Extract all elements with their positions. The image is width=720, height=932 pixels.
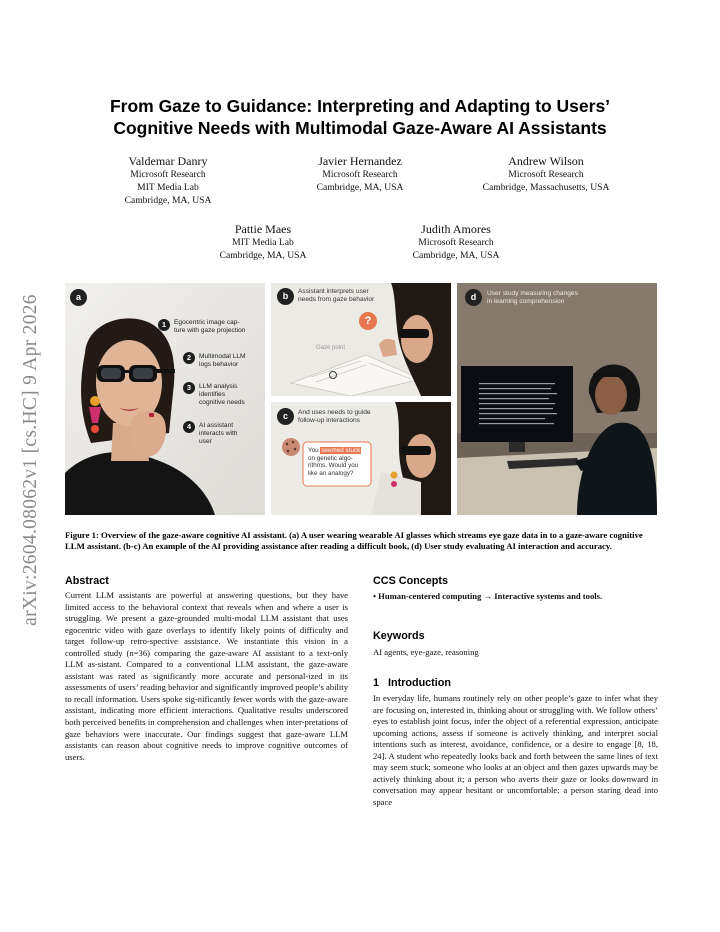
user-study-illustration: [457, 283, 657, 515]
figure-panel-c: [271, 402, 451, 515]
step-text: LLM analysis identifies cognitive needs: [199, 383, 245, 406]
author-affiliation: MIT Media Lab: [137, 181, 199, 193]
abstract-heading: Abstract: [65, 575, 109, 587]
author-affiliation: Microsoft Research: [508, 169, 584, 180]
paper-title: [60, 95, 660, 139]
author-block: [100, 154, 236, 207]
figure-panel-a: [65, 283, 265, 515]
step-text: Egocentric image cap- ture with gaze projection: [174, 319, 246, 334]
ccs-heading: CCS Concepts: [373, 575, 448, 587]
author-name: Pattie Maes: [234, 222, 292, 236]
highlight-stuck: seemed stuck: [321, 447, 361, 454]
author-name: Judith Amores: [421, 222, 491, 236]
title-line-2: Cognitive Needs with Multimodal Gaze-Aware AI Assistants: [113, 118, 607, 138]
author-block: [466, 154, 626, 195]
step-number: 3: [183, 382, 195, 394]
panel-badge-d: d: [465, 289, 482, 306]
introduction-heading: 1 Introduction: [373, 677, 451, 689]
author-location: Cambridge, Massachusetts, USA: [482, 181, 610, 193]
title-line-1: From Gaze to Guidance: Interpreting and Adapting to Users’: [109, 96, 611, 116]
figure-caption: Figure 1: Overview of the gaze-aware cognitive AI assistant. (a) A user wearing wearable AI glasses which streams eye gaze data in to a gaze-aware cognitive LLM assistant. (b-c) An example of the AI providing assistance after reading a difficult book, (d) User study evaluating AI interaction and accuracy.: [65, 530, 643, 552]
arxiv-identifier: arXiv:2604.08062v1 [cs.HC] 9 Apr 2026: [20, 294, 41, 626]
author-block: [292, 154, 428, 195]
keywords-heading: Keywords: [373, 630, 425, 642]
author-affiliation: Microsoft Research: [322, 169, 398, 180]
author-location: Cambridge, MA, USA: [219, 249, 307, 261]
step-text: AI assistant interacts with user: [199, 422, 238, 445]
introduction-text: In everyday life, humans routinely rely on other people’s gaze to infer what they are focusing on, interested in, thinking about or struggling with. We follow others’ eyes to establish joint focus, infer the object of a referential expression, anticipate upcoming actions, assess if someone is actively thinking, and interpret social intentions such as interest, avoidance, confidence, or a desire to engage [8, 18, 24]. A student who repeatedly looks back and forth between the same lines of text may seem stuck; someone who looks at an object and then gazes upwards may be actively thinking about it; a person who averts their gaze or looks downward in conversation may appear hesitant or uncomfortable; a person staring dead into space: [373, 693, 658, 807]
author-affiliation: Microsoft Research: [130, 169, 206, 180]
panel-c-description: And uses needs to guide follow-up interactions: [298, 409, 371, 424]
figure-panel-d: [457, 283, 657, 515]
question-mark-icon: ?: [359, 312, 377, 330]
keywords-text: AI agents, eye-gaze, reasoning: [373, 647, 479, 657]
author-affiliation: Microsoft Research: [418, 237, 494, 248]
author-location: Cambridge, MA, USA: [316, 181, 404, 193]
panel-b-description: Assistant interprets user needs from gaze behavior: [298, 288, 375, 303]
author-block: [388, 222, 524, 263]
step-number: 4: [183, 421, 195, 433]
figure-1: [65, 283, 657, 515]
abstract-text: Current LLM assistants are powerful at answering questions, but they have limited access to the behavioral context that reveals when and where a user is struggling. We present a gaze-grounded multi-modal LLM assistant that uses egocentric video with gaze overlays to identify likely points of difficulty and target follow-up retro-spective assistance. We instantiate this vision in a controlled study (n=36) comparing the gaze-aware AI assistant to a text-only LLM as-sistant. Compared to a conventional LLM assistant, the gaze-aware assistant was rated as significantly more accurate and personal-ized in its assessments of users’ reading behavior and significantly improved people’s ability to recall information. Users spoke sig-nificantly fewer words with the gaze-aware assistant, indicating more efficient interactions. Qualitative results underscored both perceived benefits in comprehension and challenges when inter-pretations of gaze behaviors were inaccurate. Our findings suggest that gaze-aware LLM assistants can reason about cognitive needs to improve cognitive outcomes of users.: [65, 590, 348, 762]
figure-panel-b: [271, 283, 451, 396]
panel-badge-c: c: [277, 408, 294, 425]
panel-badge-a: a: [70, 289, 87, 306]
ccs-concepts-text: • Human-centered computing → Interactive systems and tools.: [373, 591, 603, 601]
panel-d-description: User study measuring changes in learning comprehension: [487, 290, 578, 305]
author-location: Cambridge, MA, USA: [412, 249, 500, 261]
author-location: Cambridge, MA, USA: [124, 194, 212, 206]
panel-badge-b: b: [277, 288, 294, 305]
step-number: 1: [158, 319, 170, 331]
author-name: Andrew Wilson: [508, 154, 584, 168]
step-number: 2: [183, 352, 195, 364]
author-name: Valdemar Danry: [128, 154, 208, 168]
author-affiliation: MIT Media Lab: [232, 237, 294, 248]
assistant-speech-bubble: You seemed stuck on genetic algo- rithms. Would you like an analogy?: [308, 447, 361, 477]
author-block: [195, 222, 331, 263]
gaze-point-label: Gaze point: [316, 345, 346, 351]
author-name: Javier Hernandez: [318, 154, 402, 168]
step-text: Multimodal LLM logs behavior: [199, 353, 246, 368]
